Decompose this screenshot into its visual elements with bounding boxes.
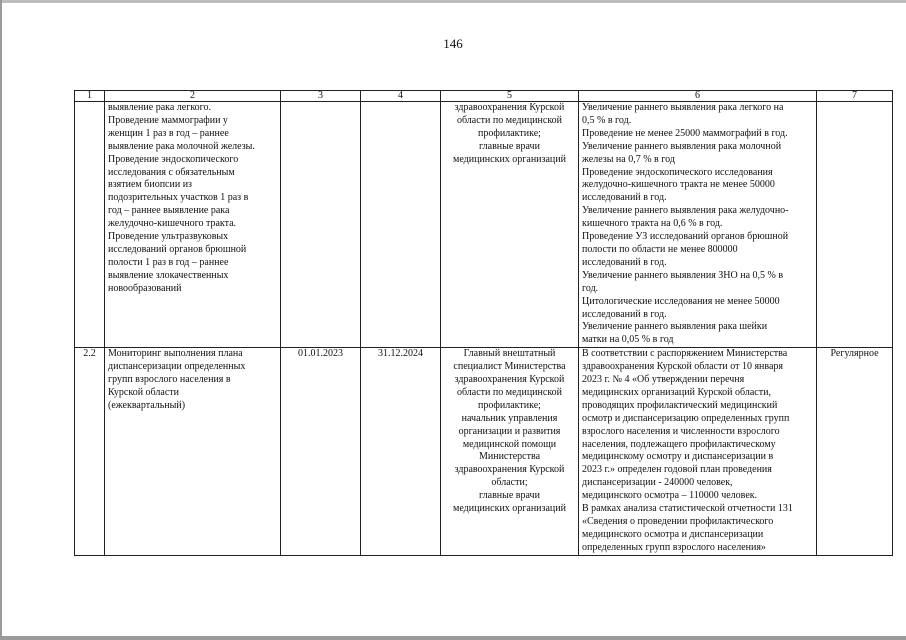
responsible-cell [441,102,579,348]
result-line: медицинских организаций Курской области, [582,386,771,398]
event-line: выявление рака легкого. [108,102,212,113]
event-line: взятием биопсии из [108,179,192,191]
type-cell: Регулярное [817,348,893,556]
column-number: 2 [105,91,281,102]
event-line: Курской области [108,386,179,398]
event-line: (ежеквартальный) [108,399,186,411]
event-line: групп взрослого населения в [108,374,231,386]
end-date-cell [361,102,441,348]
result-line: здравоохранения Курской области от 10 января [582,361,784,373]
result-line: проводящих профилактический медицинский [582,399,778,411]
column-number: 7 [817,91,893,102]
result-line: кишечного тракта на 0,6 % в год. [582,218,723,230]
result-line: 0,5 % в год. [582,114,632,126]
event-line: год – раннее выявление рака [108,205,230,217]
table-row [75,348,893,556]
event-cell [105,348,281,556]
responsible-line: Министерства [478,451,541,463]
result-line: Увеличение раннего выявления рака молочной [582,140,782,152]
result-line: медицинского осмотра – 110000 человек. [582,490,758,502]
result-line: осмотр и диспансеризацию определенных групп [582,412,790,424]
event-cell [105,102,281,348]
end-date-cell: 31.12.2024 [361,348,441,556]
event-line: выявление злокачественных [108,269,229,281]
result-cell [579,348,817,556]
result-line: исследований в год. [582,308,667,320]
result-line: медицинскому осмотру и диспансеризации в [582,451,774,463]
result-line: «Сведения о проведении профилактического [582,516,774,527]
responsible-line: профилактике; [478,127,541,139]
scan-bottom-edge [0,636,906,640]
result-line: Проведение УЗ исследований органов брюшной [582,231,789,243]
responsible-line: области; [491,477,528,489]
result-line: исследований в год. [582,256,667,268]
table-row [75,102,893,348]
result-line: взрослого населения и численности взрослого [582,425,780,437]
result-cell [579,102,817,348]
scan-top-edge [0,0,906,3]
responsible-line: начальник управления [461,412,558,424]
responsible-line: медицинской помощи [462,438,557,450]
result-line: Проведение не менее 25000 маммографий в год. [582,127,788,139]
event-line: Проведение маммографии у [108,114,228,126]
event-line: Проведение эндоскопического [108,153,239,165]
result-line: исследований в год. [582,192,667,204]
column-number: 5 [441,91,579,102]
responsible-line: профилактике; [478,399,541,411]
scan-left-edge [0,0,2,640]
result-line: В рамках анализа статистической отчетности 131 [582,503,793,515]
responsible-line: здравоохранения Курской [454,102,565,113]
document-table [74,90,893,556]
responsible-line: организации и развития [458,425,561,437]
responsible-line: главные врачи [479,490,540,502]
result-line: Цитологические исследования не менее 50000 [582,295,780,307]
column-number: 1 [75,91,105,102]
event-line: исследований органов брюшной [108,243,247,255]
responsible-line: специалист Министерства [453,361,566,373]
result-line: В соответствии с распоряжением Министерства [582,348,788,360]
event-line: полости 1 раз в год – раннее [108,256,229,268]
column-number: 3 [281,91,361,102]
column-number: 6 [579,91,817,102]
result-line: Увеличение раннего выявления ЗНО на 0,5 % в [582,269,784,281]
result-line: диспансеризации - 240000 человек, [582,477,733,489]
result-line: определенных групп взрослого населения» [582,541,766,553]
result-line: медицинского осмотра и диспансеризации [582,528,764,540]
column-number: 4 [361,91,441,102]
row-number-cell: 2.2 [75,348,105,556]
result-line: год. [582,282,599,294]
result-line: 2023 г.» определен годовой план проведения [582,464,772,476]
event-line: новообразований [108,282,182,294]
responsible-line: медицинских организаций [453,503,566,515]
result-line: Проведение эндоскопического исследования [582,166,773,178]
event-line: желудочно-кишечного тракта. [108,218,237,230]
responsible-line: Главный внештатный [463,348,556,360]
event-line: Мониторинг выполнения плана [108,348,243,360]
result-line: железы на 0,7 % в год [582,153,675,165]
event-line: диспансеризации определенных [108,361,246,373]
event-line: Проведение ультразвуковых [108,231,229,243]
responsible-line: главные врачи [479,140,540,152]
responsible-line: здравоохранения Курской [454,464,565,476]
responsible-line: области по медицинской [456,386,563,398]
result-line: желудочно-кишечного тракта не менее 50000 [582,179,775,191]
result-line: населения, подлежащего профилактическому [582,438,776,450]
responsible-line: здравоохранения Курской [454,374,565,386]
event-line: выявление рака молочной железы. [108,140,255,152]
result-line: 2023 г. № 4 «Об утверждении перечня [582,374,745,386]
result-line: Увеличение раннего выявления рака желудочно- [582,205,789,217]
result-line: полости по области не менее 800000 [582,243,738,255]
event-line: исследования с обязательным [108,166,235,178]
responsible-cell [441,348,579,556]
start-date-cell [281,102,361,348]
responsible-line: области по медицинской [456,114,563,126]
event-line: женщин 1 раз в год – раннее [108,127,229,139]
event-line: подозрительных участков 1 раз в [108,192,249,204]
result-line: Увеличение раннего выявления рака шейки [582,321,768,333]
start-date-cell: 01.01.2023 [281,348,361,556]
page-number: 146 [443,36,463,51]
row-number-cell [75,102,105,348]
result-line: Увеличение раннего выявления рака легкого на [582,102,784,113]
responsible-line: медицинских организаций [453,153,566,165]
result-line: матки на 0,05 % в год [582,334,674,346]
type-cell [817,102,893,348]
column-numbers-row [75,91,893,102]
